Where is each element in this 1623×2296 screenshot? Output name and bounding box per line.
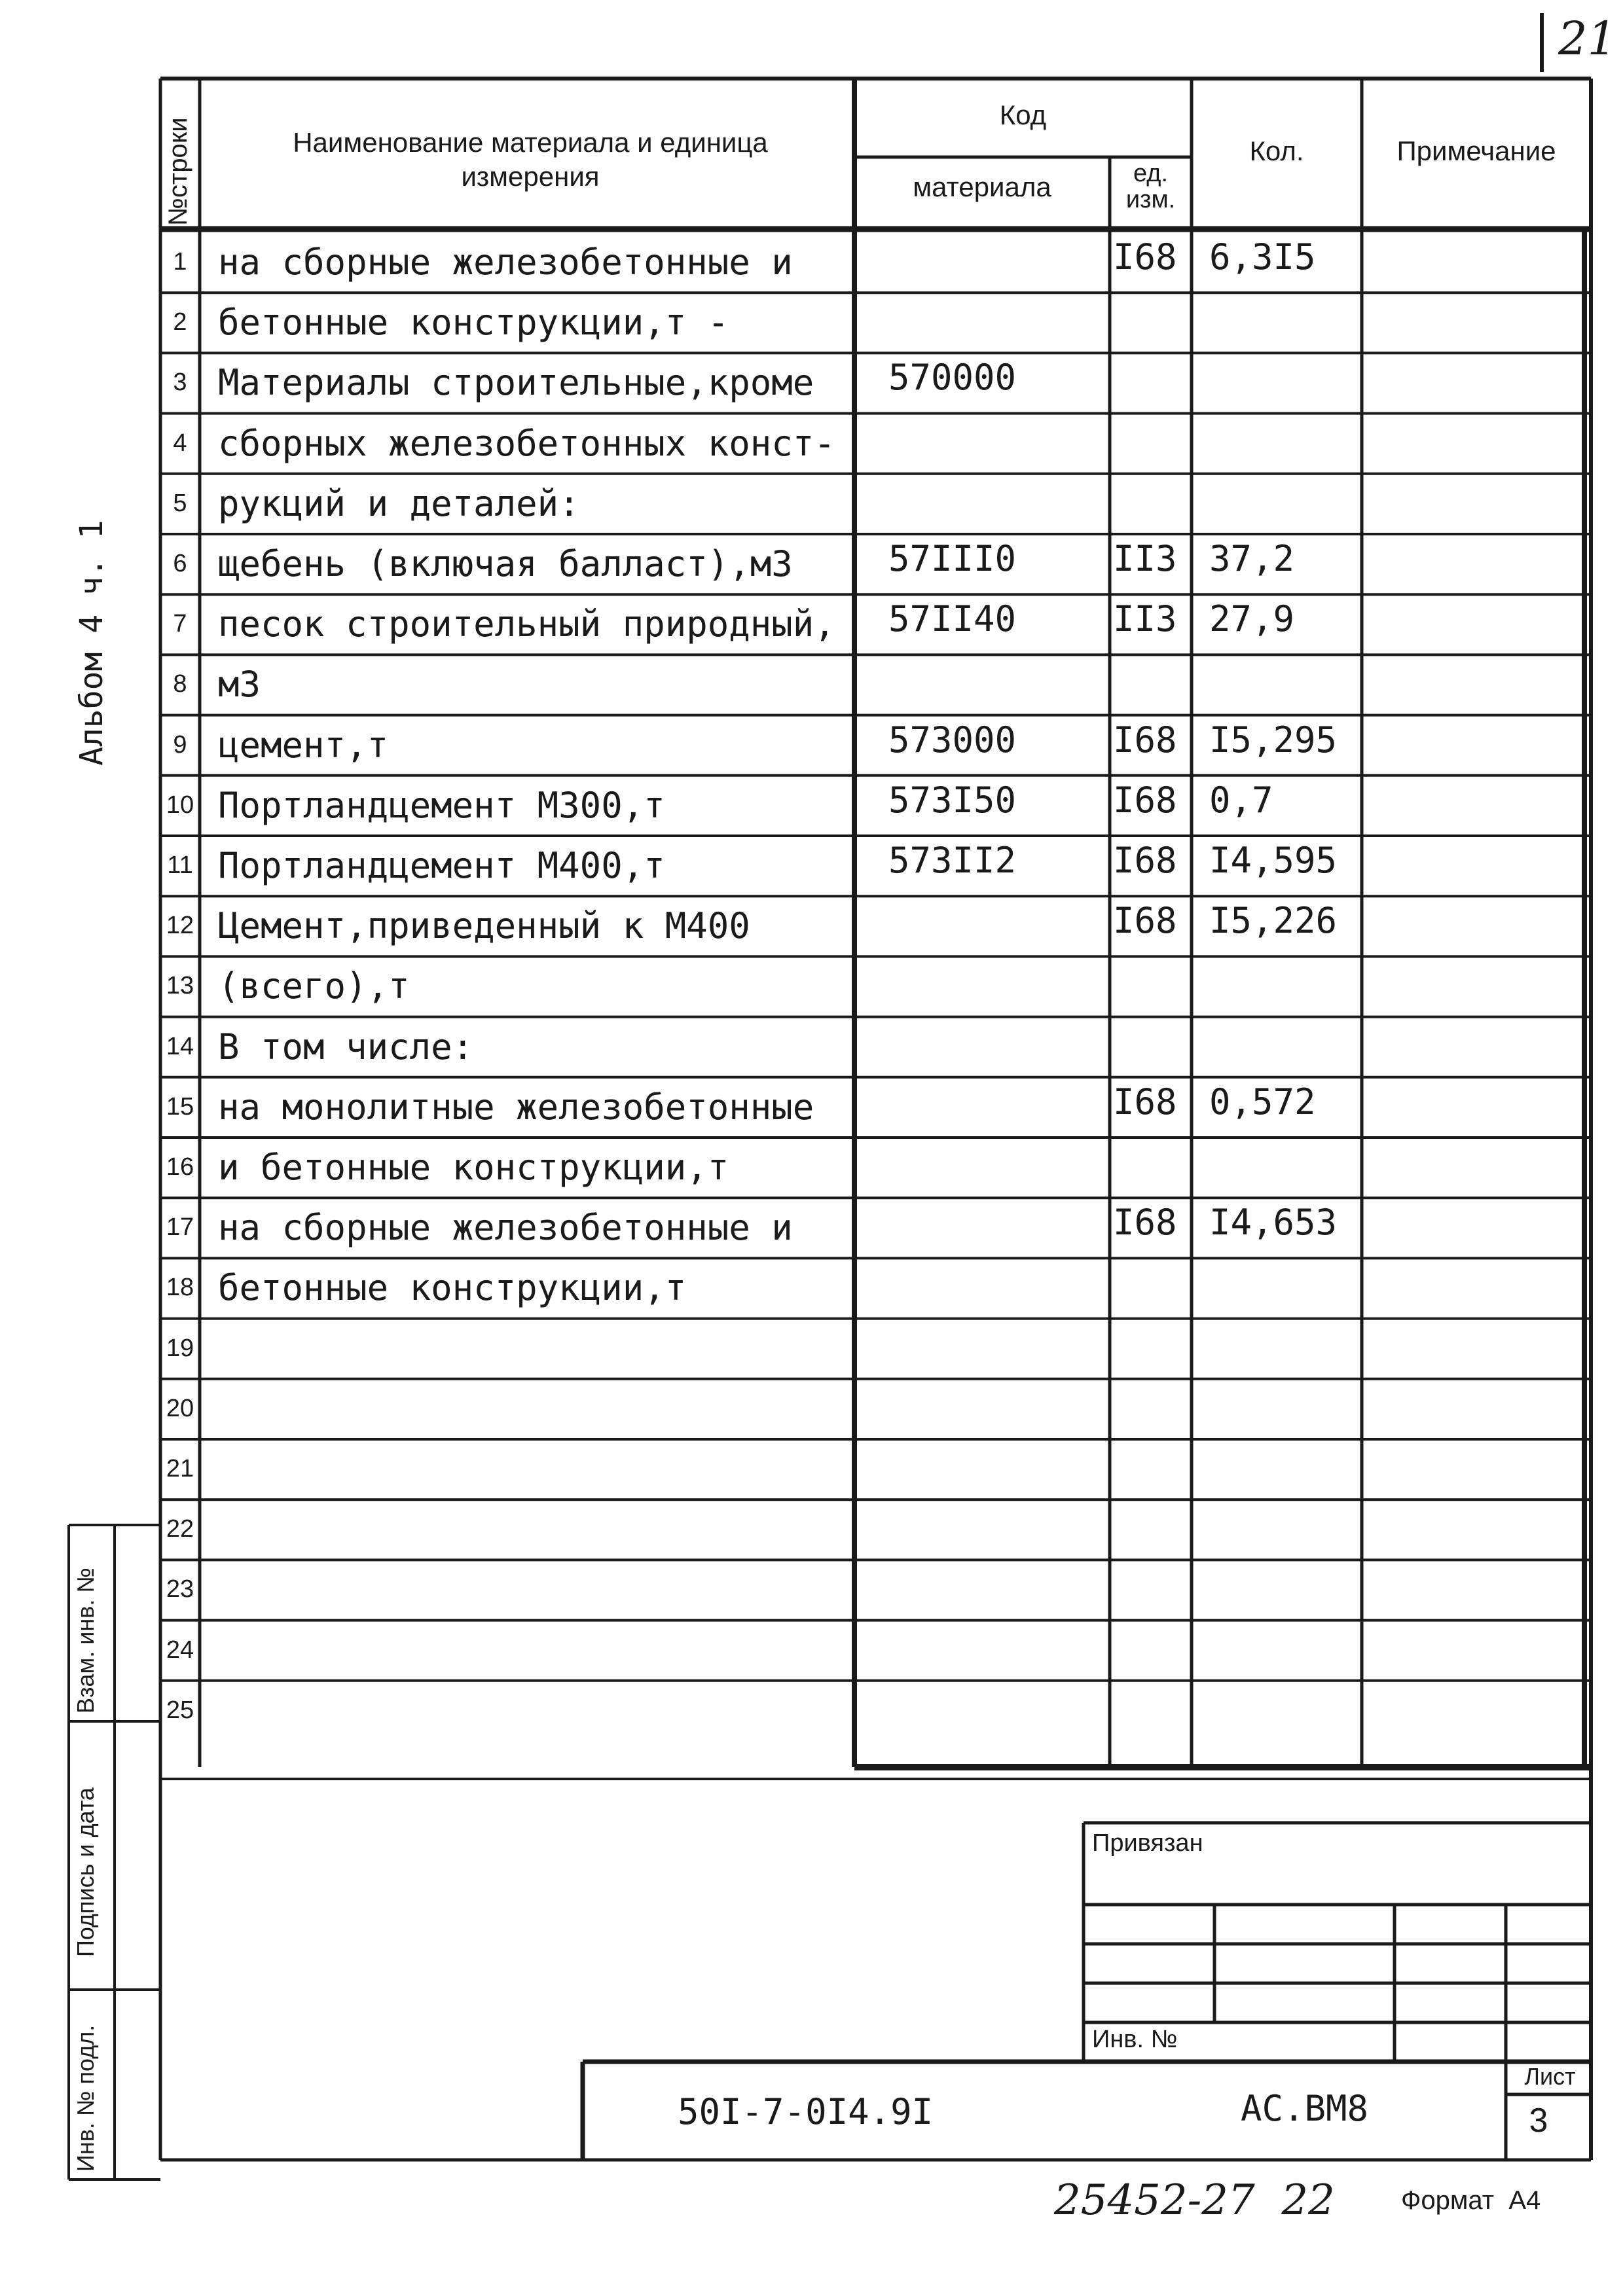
privyazan-label: Привязан <box>1092 1829 1203 1857</box>
material-name: на монолитные железобетонные <box>218 1086 814 1128</box>
unit-code: I68 <box>1113 779 1177 821</box>
row-number: 8 <box>173 670 187 698</box>
row-number: 17 <box>166 1213 194 1242</box>
row-number: 1 <box>173 248 187 276</box>
row-number: 16 <box>166 1153 194 1181</box>
table-row <box>160 956 1591 1016</box>
table-row <box>160 715 1591 776</box>
table-row <box>160 655 1591 715</box>
document-code: 50I-7-0I4.9I <box>678 2091 934 2132</box>
vzam-inv-label: Взам. инв. № <box>72 1567 99 1713</box>
material-code: 570000 <box>888 357 1017 399</box>
table-row <box>160 776 1591 836</box>
table-row <box>160 1017 1591 1077</box>
sheet-label: Лист <box>1524 2063 1576 2090</box>
handwritten-number: 25452-27 22 <box>1054 2176 1335 2225</box>
material-name: щебень (включая балласт),м3 <box>218 543 793 584</box>
code-material-header: материала <box>913 171 1051 202</box>
row-number: 21 <box>166 1455 194 1482</box>
material-name: Цемент,приведенный к М400 <box>218 905 750 947</box>
row-number: 13 <box>166 972 194 1000</box>
quantity: 6,3I5 <box>1209 236 1316 278</box>
material-name: Портландцемент М300,т <box>218 784 665 826</box>
unit-code: II3 <box>1113 538 1177 579</box>
material-name: бетонные конструкции,т <box>218 1267 687 1309</box>
code-unit-header: ед. изм. <box>1125 160 1176 213</box>
material-name: песок строительный природный, <box>218 603 835 645</box>
podpis-data-label: Подпись и дата <box>72 1787 99 1957</box>
material-name: на сборные железобетонные и <box>218 242 793 283</box>
unit-code: I68 <box>1113 900 1177 942</box>
table-row <box>160 1138 1591 1198</box>
quantity: 0,7 <box>1209 779 1273 821</box>
table-row <box>160 353 1591 413</box>
material-code: 573II2 <box>888 840 1017 881</box>
table-row <box>160 232 1591 293</box>
material-name: и бетонные конструкции,т <box>218 1147 729 1188</box>
row-number: 4 <box>173 429 187 457</box>
unit-code: I68 <box>1113 719 1177 761</box>
row-number: 2 <box>173 308 187 336</box>
material-name: рукций и деталей: <box>218 482 580 524</box>
row-number: 3 <box>173 368 187 397</box>
code-header: Код <box>999 99 1047 130</box>
inv-podl-label: Инв. № подл. <box>72 2024 99 2172</box>
material-code: 57II40 <box>888 598 1017 640</box>
table-row <box>160 1379 1591 1439</box>
row-number-header: №строки <box>164 117 192 226</box>
row-number: 5 <box>173 489 187 517</box>
material-name: м3 <box>218 664 261 706</box>
row-number: 11 <box>167 852 193 879</box>
unit-code: I68 <box>1113 840 1177 881</box>
row-number: 18 <box>166 1274 194 1302</box>
material-code: 573000 <box>888 719 1017 761</box>
quantity: I4,595 <box>1209 840 1338 881</box>
table-row <box>160 474 1591 534</box>
quantity: I4,653 <box>1209 1202 1338 1244</box>
row-number: 22 <box>166 1515 194 1543</box>
material-name: на сборные железобетонные и <box>218 1207 793 1249</box>
unit-code: I68 <box>1113 1202 1177 1244</box>
material-name: сборных железобетонных конст- <box>218 422 835 464</box>
material-code: 573I50 <box>888 779 1017 821</box>
material-code: 57III0 <box>888 538 1017 579</box>
table-row <box>160 1681 1591 1741</box>
table-row <box>160 1560 1591 1620</box>
row-number: 20 <box>166 1394 194 1422</box>
qty-header: Кол. <box>1249 135 1304 166</box>
quantity: 37,2 <box>1209 538 1295 579</box>
row-number: 9 <box>173 730 187 759</box>
inv-no-label: Инв. № <box>1092 2026 1178 2053</box>
table-row <box>160 1319 1591 1379</box>
format-label: Формат А4 <box>1401 2186 1541 2215</box>
table-row <box>160 414 1591 474</box>
unit-code: I68 <box>1113 1081 1177 1122</box>
page-mark: 21 <box>1558 12 1617 65</box>
table-row <box>160 1499 1591 1560</box>
row-number: 12 <box>166 912 194 940</box>
table-row <box>160 1258 1591 1318</box>
name-header: Наименование материала и единица измерения <box>293 127 768 192</box>
quantity: 27,9 <box>1209 598 1295 640</box>
table-row <box>160 896 1591 956</box>
material-name: В том числе: <box>218 1026 474 1067</box>
row-number: 10 <box>166 791 194 819</box>
album-label: Альбом 4 ч. 1 <box>73 520 110 766</box>
unit-code: II3 <box>1113 598 1177 640</box>
table-row <box>160 293 1591 353</box>
table-row <box>160 1621 1591 1681</box>
row-number: 24 <box>166 1636 194 1664</box>
material-name: (всего),т <box>218 965 410 1007</box>
table-row <box>160 1439 1591 1499</box>
row-number: 25 <box>166 1696 194 1724</box>
material-name: бетонные конструкции,т - <box>218 302 729 344</box>
document-mark: АС.ВМ8 <box>1241 2088 1369 2129</box>
unit-code: I68 <box>1113 236 1177 278</box>
quantity: I5,226 <box>1209 900 1338 942</box>
note-header: Примечание <box>1396 135 1556 166</box>
row-number: 19 <box>166 1334 194 1362</box>
quantity: I5,295 <box>1209 719 1338 761</box>
row-number: 15 <box>166 1092 194 1121</box>
material-name: цемент,т <box>218 724 389 766</box>
table-row <box>160 1198 1591 1258</box>
table-row <box>160 534 1591 594</box>
table-row <box>160 1077 1591 1138</box>
material-name: Материалы строительные,кроме <box>218 362 814 404</box>
row-number: 23 <box>166 1575 194 1604</box>
table-row <box>160 836 1591 896</box>
row-number: 7 <box>173 610 187 638</box>
quantity: 0,572 <box>1209 1081 1316 1122</box>
table-row <box>160 594 1591 655</box>
row-number: 6 <box>173 550 187 577</box>
sheet-number: 3 <box>1529 2102 1548 2140</box>
material-name: Портландцемент М400,т <box>218 845 665 886</box>
row-number: 14 <box>166 1032 194 1060</box>
